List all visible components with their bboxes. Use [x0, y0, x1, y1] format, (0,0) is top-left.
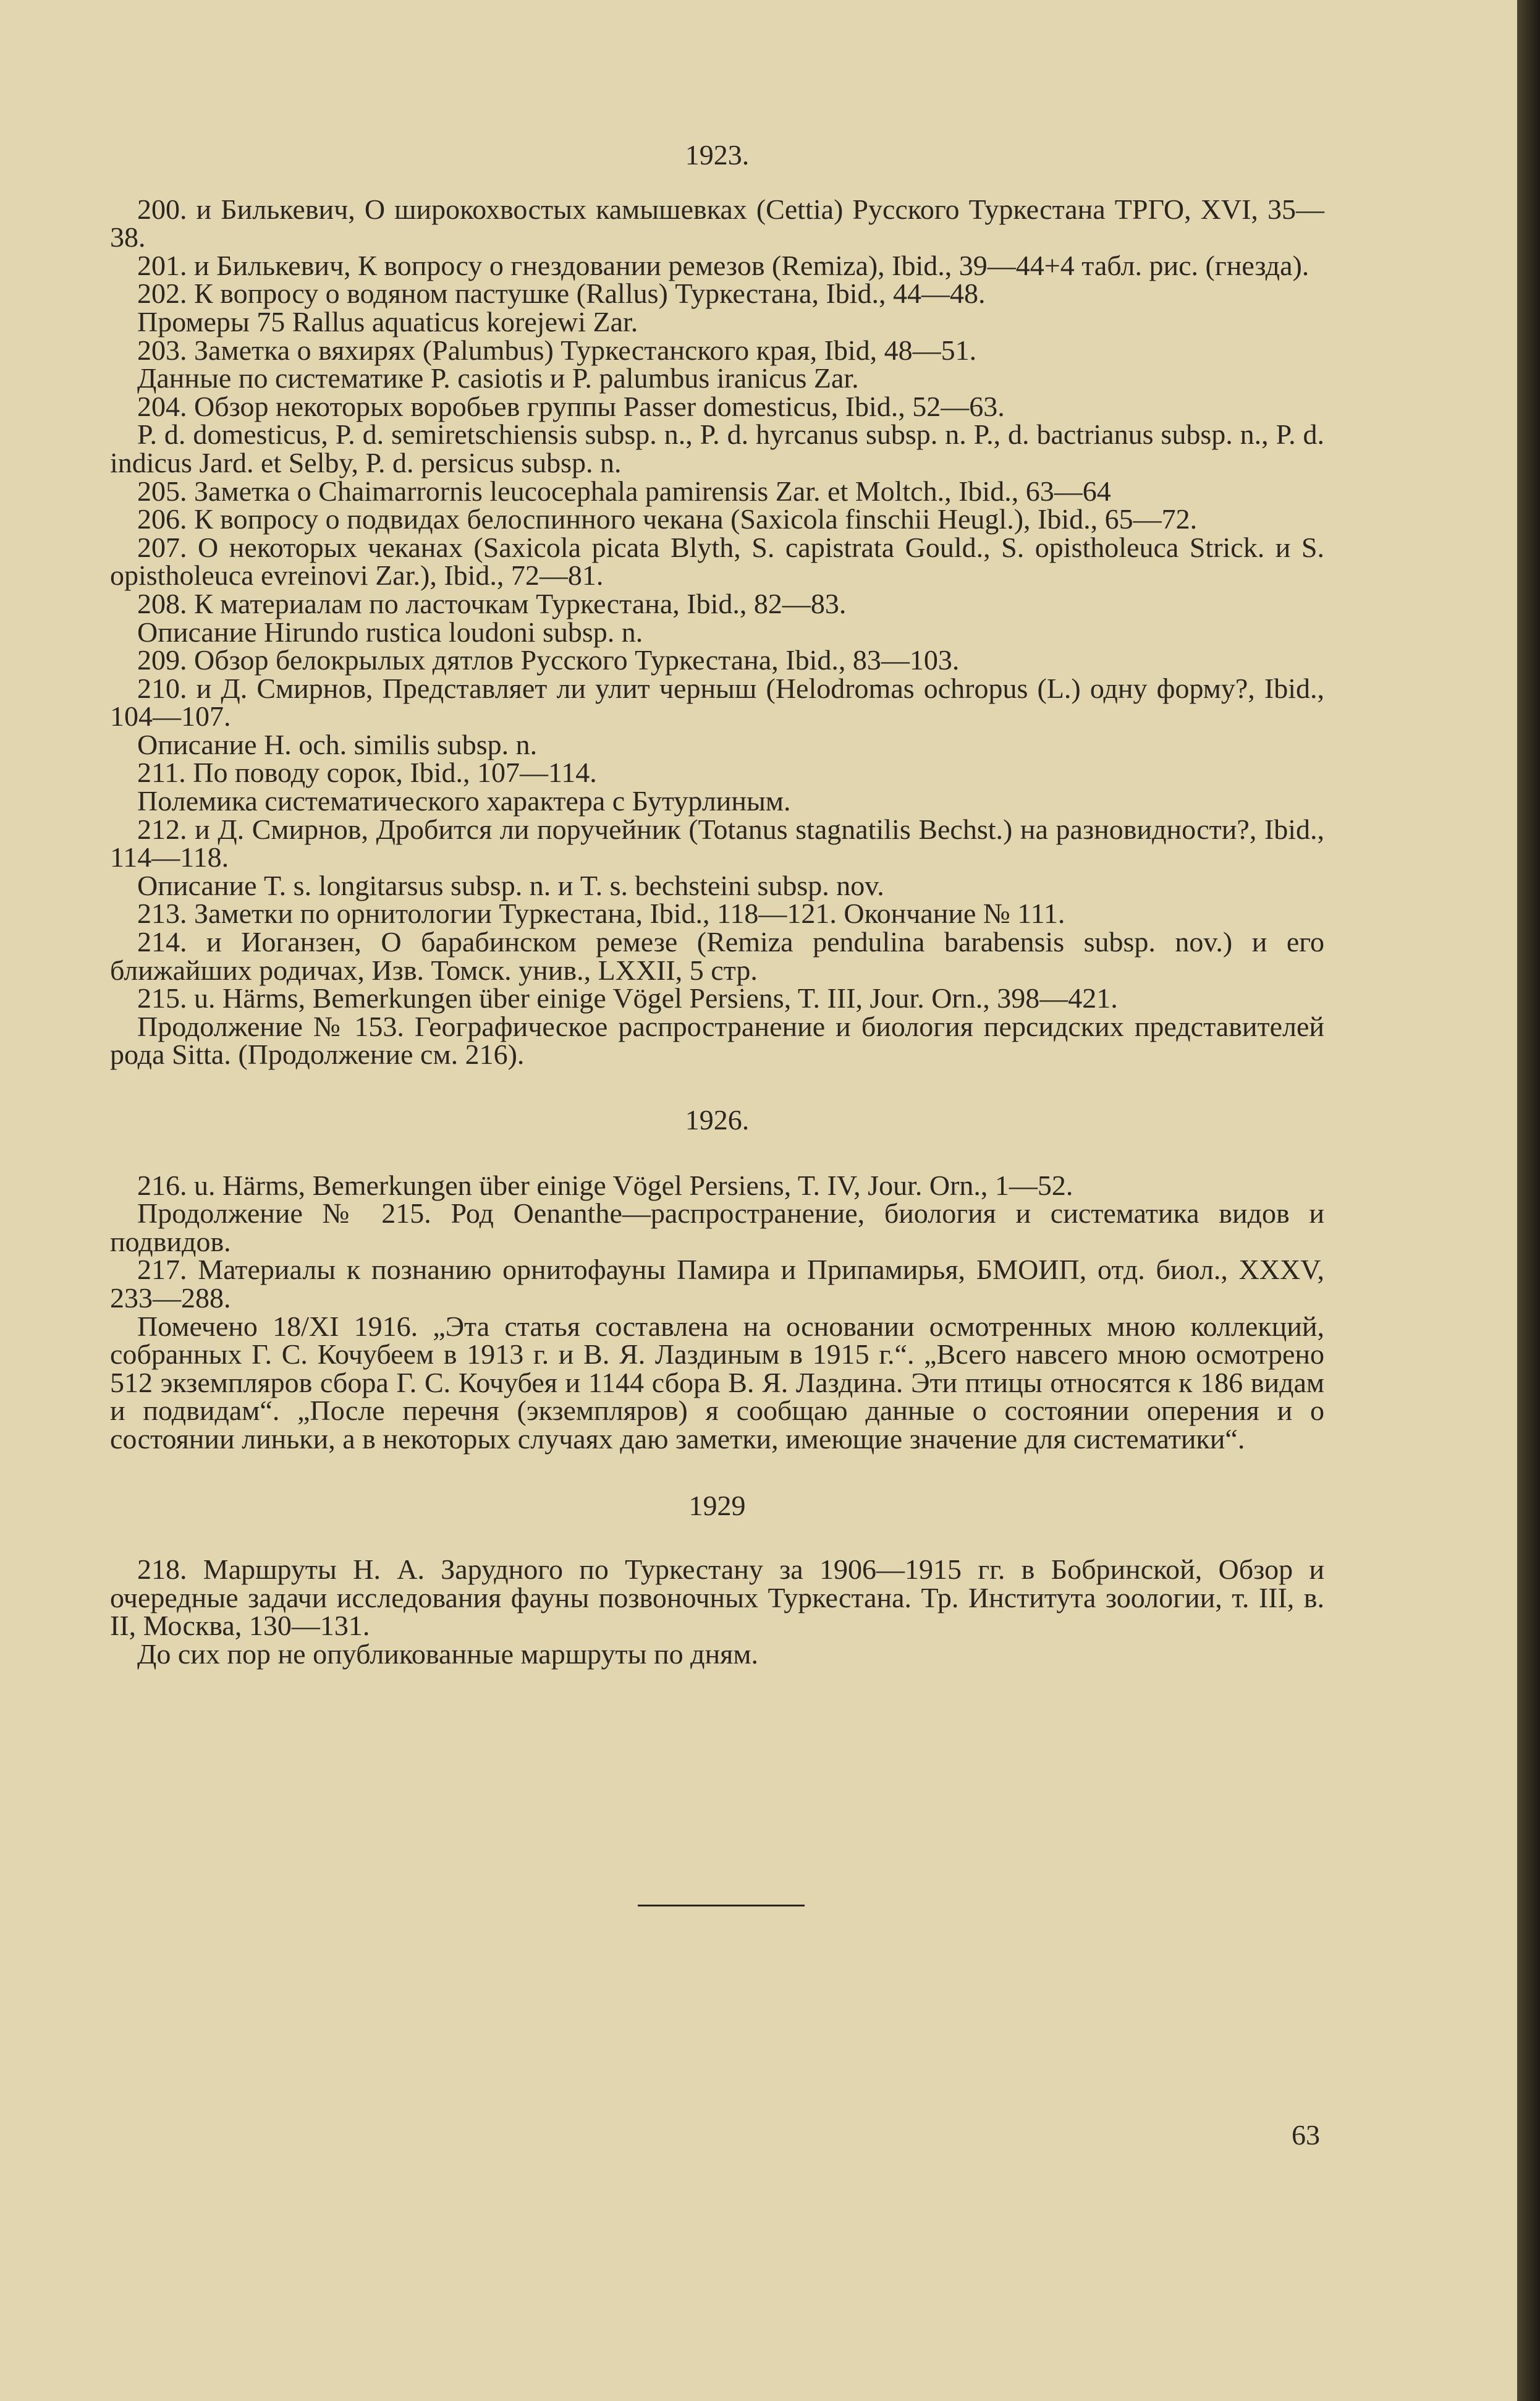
bibliography-entry: 218. Маршруты Н. А. Зарудного по Туркестану за 1906—1915 гг. в Бобринской, Обзор и очередные задачи исследования фауны позвоночных Туркестана. Тр. Института зоологии, т. III, в. II, Москва, 130—131.	[110, 1553, 1324, 1642]
bibliography-entry: 203. Заметка о вяхирях (Palumbus) Туркестанского края, Ibid, 48—51.	[137, 334, 977, 366]
bibliography-entry: 212. и Д. Смирнов, Дробится ли поручейник (Totanus stagnatilis Bechst.) на разновидности?, Ibid., 114—118.	[110, 813, 1324, 873]
bibliography-entry: 209. Обзор белокрылых дятлов Русского Туркестана, Ibid., 83—103.	[137, 644, 960, 676]
entry-note: Данные по систематике P. casiotis и P. palumbus iranicus Zar.	[137, 362, 859, 394]
year-heading: 1929	[688, 1489, 746, 1521]
bibliography-entry: 201. и Билькевич, К вопросу о гнездовании ремезов (Remiza), Ibid., 39—44+4 табл. рис. (гнезда).	[137, 249, 1309, 281]
page-number: 63	[1292, 2119, 1320, 2151]
bibliography-entry: 210. и Д. Смирнов, Представляет ли улит черныш (Helodromas ochropus (L.) одну форму?, Ibid., 104—107.	[110, 672, 1324, 733]
bibliography-entry: 204. Обзор некоторых воробьев группы Passer domesticus, Ibid., 52—63.	[137, 390, 1005, 422]
bibliography-entry: 200. и Билькевич, О широкохвостых камышевках (Cettia) Русского Туркестана ТРГО, XVI, 35—38.	[110, 193, 1324, 253]
entry-note: Описание Hirundo rustica loudoni subsp. n.	[137, 616, 643, 648]
entry-note: Продолжение № 153. Географическое распространение и биология персидских представителей рода Sitta. (Продолжение см. 216).	[110, 1010, 1324, 1071]
bibliography-content	[110, 141, 1324, 1668]
bibliography-entry: 205. Заметка о Chaimarrornis leucocephala pamirensis Zar. et Moltch., Ibid., 63—64	[137, 475, 1111, 507]
bibliography-entry: 211. По поводу сорок, Ibid., 107—114.	[137, 757, 597, 789]
entry-note: P. d. domesticus, P. d. semiretschiensis subsp. n., P. d. hyrcanus subsp. n. P., d. bactrianus subsp. n., P. d. indicus Jard. et Selby, P. d. persicus subsp. n.	[110, 419, 1324, 478]
bibliography-entry: 214. и Иоганзен, О барабинском ремезе (Remiza pendulina barabensis subsp. nov.) и его ближайших родичах, Изв. Томск. унив., LXXII, 5 стр.	[110, 926, 1324, 986]
bibliography-entry: 213. Заметки по орнитологии Туркестана, Ibid., 118—121. Окончание № 111.	[137, 898, 1065, 930]
bibliography-entry: 207. О некоторых чеканах (Saxicola picata Blyth, S. capistrata Gould., S. opistholeuca Strick. и S. opistholeuca evreinovi Zar.), Ibid., 72—81.	[110, 531, 1324, 592]
year-heading: 1926.	[685, 1104, 750, 1136]
bibliography-entry: 208. К материалам по ласточкам Туркестана, Ibid., 82—83.	[137, 587, 847, 619]
bibliography-entry: 206. К вопросу о подвидах белоспинного чекана (Saxicola finschii Heugl.), Ibid., 65—72.	[137, 503, 1198, 535]
bibliography-entry: 202. К вопросу о водяном пастушке (Rallus) Туркестана, Ibid., 44—48.	[137, 278, 986, 310]
entry-note: Продолжение № 215. Род Oenanthe—распространение, биология и систематика видов и подвидов.	[110, 1197, 1324, 1257]
entry-note: Описание T. s. longitarsus subsp. n. и T. s. bechsteini subsp. nov.	[137, 869, 884, 901]
end-rule	[638, 1905, 805, 1906]
entry-note: Описание H. och. similis subsp. n.	[137, 728, 538, 760]
bibliography-entry: 215. u. Härms, Bemerkungen über einige Vögel Persiens, T. III, Jour. Orn., 398—421.	[137, 982, 1118, 1014]
entry-note: Полемика систематического характера с Бутурлиным.	[137, 785, 791, 817]
entry-note: Помечено 18/XI 1916. „Эта статья составлена на основании осмотренных мною коллекций, собранных Г. С. Кочубеем в 1913 г. и В. Я. Лаздиным в 1915 г.“. „Всего навсего мною осмотрено 512 экземпляров сбора Г. С. Кочубея и 1144 сбора В. Я. Лаздина. Эти птицы относятся к 186 видам и подвидам“. „После перечня (экземпляров) я сообщаю данные о состоянии оперения и о состоянии линьки, а в некоторых случаях даю заметки, имеющие значение для систематики“.	[110, 1310, 1324, 1455]
year-heading: 1923.	[685, 139, 750, 171]
page-edge-shadow	[1517, 0, 1540, 2401]
bibliography-entry: 216. u. Härms, Bemerkungen über einige Vögel Persiens, T. IV, Jour. Orn., 1—52.	[137, 1169, 1073, 1201]
entry-note: До сих пор не опубликованные маршруты по дням.	[137, 1638, 758, 1670]
entry-note: Промеры 75 Rallus aquaticus korejewi Zar.	[137, 305, 638, 338]
bibliography-entry: 217. Материалы к познанию орнитофауны Памира и Припамирья, БМОИП, отд. биол., XXXV, 233—288.	[110, 1254, 1324, 1314]
